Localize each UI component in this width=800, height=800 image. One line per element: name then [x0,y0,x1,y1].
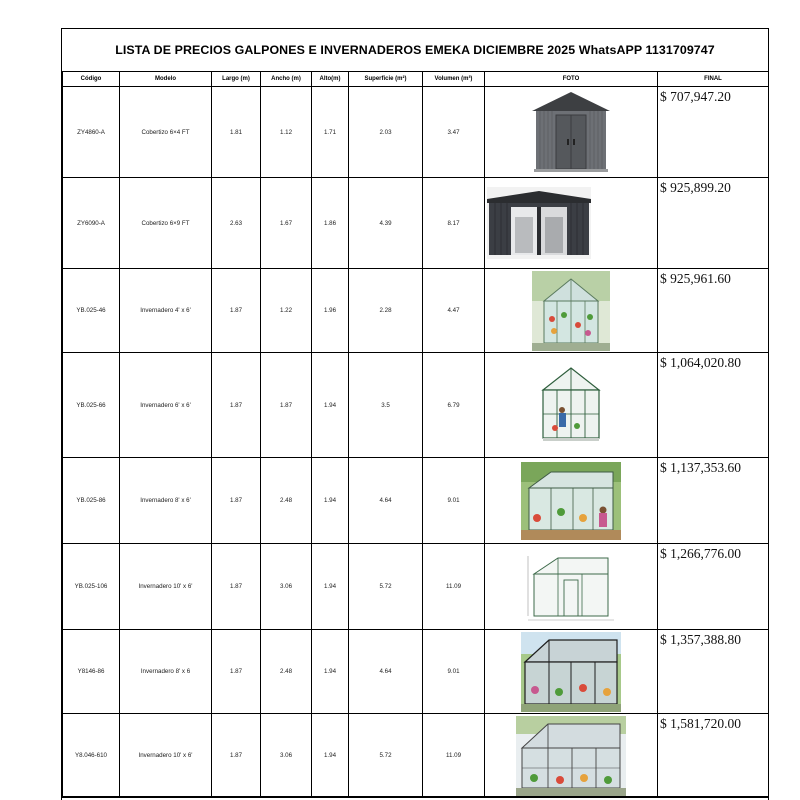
cell-largo: 2.63 [212,178,261,269]
large-greenhouse-photo [516,716,626,796]
cell-foto [485,630,658,714]
cell-modelo: Invernadero 6' x 6' [120,353,212,458]
table-row [63,87,769,178]
table-row [63,630,769,714]
cell-volumen: 9.01 [423,630,485,714]
cell-largo: 1.87 [212,714,261,798]
header-superficie: Superficie (m²) [349,72,423,87]
cell-codigo: YB.025-106 [63,544,120,630]
cell-alto: 1.86 [312,178,349,269]
cell-alto: 1.71 [312,87,349,178]
cell-codigo: Y8146-86 [63,630,120,714]
cell-superficie: 2.28 [349,269,423,353]
cell-modelo: Cobertizo 6×9 FT [120,178,212,269]
bottom-border [61,796,769,798]
cell-final-price: $ 707,947.20 [658,87,769,178]
cell-ancho: 1.12 [261,87,312,178]
cell-superficie: 4.39 [349,178,423,269]
header-alto: Alto(m) [312,72,349,87]
header-ancho: Ancho (m) [261,72,312,87]
table-header-row [63,72,769,87]
cell-ancho: 2.48 [261,458,312,544]
cell-superficie: 2.03 [349,87,423,178]
header-modelo: Modelo [120,72,212,87]
cell-modelo: Invernadero 8' x 6 [120,630,212,714]
cell-alto: 1.94 [312,353,349,458]
header-codigo: Código [63,72,120,87]
cell-superficie: 5.72 [349,544,423,630]
cell-foto [485,544,658,630]
cell-alto: 1.94 [312,630,349,714]
table-row [63,269,769,353]
cell-foto [485,353,658,458]
cell-modelo: Cobertizo 6×4 FT [120,87,212,178]
cell-largo: 1.87 [212,544,261,630]
cell-final-price: $ 925,961.60 [658,269,769,353]
cell-ancho: 2.48 [261,630,312,714]
cell-volumen: 11.09 [423,544,485,630]
greenhouse-8x6-photo [521,462,621,540]
cell-ancho: 3.06 [261,544,312,630]
table-row [63,544,769,630]
cell-codigo: ZY6090-A [63,178,120,269]
cell-largo: 1.87 [212,458,261,544]
cell-final-price: $ 925,899.20 [658,178,769,269]
cell-superficie: 5.72 [349,714,423,798]
cell-foto [485,178,658,269]
price-list-sheet [61,28,769,800]
cell-largo: 1.81 [212,87,261,178]
cell-largo: 1.87 [212,353,261,458]
cell-volumen: 9.01 [423,458,485,544]
dark-wide-shed-photo [487,187,591,259]
cell-codigo: ZY4860-A [63,87,120,178]
header-final: FINAL [658,72,769,87]
cell-modelo: Invernadero 4' x 6' [120,269,212,353]
cell-alto: 1.94 [312,458,349,544]
greenhouse-6x6-photo [531,364,611,446]
cell-ancho: 3.06 [261,714,312,798]
table-row [63,178,769,269]
cell-modelo: Invernadero 10' x 6' [120,714,212,798]
cell-largo: 1.87 [212,630,261,714]
cell-volumen: 3.47 [423,87,485,178]
cell-ancho: 1.67 [261,178,312,269]
cell-superficie: 3.5 [349,353,423,458]
cell-alto: 1.96 [312,269,349,353]
cell-largo: 1.87 [212,269,261,353]
table-row [63,458,769,544]
header-largo: Largo (m) [212,72,261,87]
cell-foto [485,269,658,353]
cell-final-price: $ 1,064,020.80 [658,353,769,458]
cell-ancho: 1.87 [261,353,312,458]
cell-final-price: $ 1,137,353.60 [658,458,769,544]
cell-codigo: Y8.046-610 [63,714,120,798]
cell-codigo: YB.025-86 [63,458,120,544]
cell-alto: 1.94 [312,544,349,630]
small-greenhouse-photo [532,271,610,351]
header-foto: FOTO [485,72,658,87]
page-title: LISTA DE PRECIOS GALPONES E INVERNADEROS EMEKA DICIEMBRE 2025 WhatsAPP 1131709747 [115,43,715,57]
cell-superficie: 4.64 [349,630,423,714]
black-frame-greenhouse-photo [521,632,621,712]
cell-alto: 1.94 [312,714,349,798]
cell-foto [485,458,658,544]
cell-codigo: YB.025-66 [63,353,120,458]
header-volumen: Volumen (m³) [423,72,485,87]
table-row [63,353,769,458]
cell-modelo: Invernadero 8' x 6' [120,458,212,544]
price-table [62,71,769,798]
cell-final-price: $ 1,266,776.00 [658,544,769,630]
cell-foto [485,87,658,178]
cell-ancho: 1.22 [261,269,312,353]
cell-volumen: 4.47 [423,269,485,353]
cell-volumen: 11.09 [423,714,485,798]
cell-modelo: Invernadero 10' x 6' [120,544,212,630]
gray-metal-shed-photo [526,89,616,175]
greenhouse-10x6-drawing [524,548,618,626]
cell-final-price: $ 1,357,388.80 [658,630,769,714]
cell-volumen: 6.79 [423,353,485,458]
cell-foto [485,714,658,798]
cell-final-price: $ 1,581,720.00 [658,714,769,798]
cell-codigo: YB.025-46 [63,269,120,353]
cell-volumen: 8.17 [423,178,485,269]
table-row [63,714,769,798]
cell-superficie: 4.64 [349,458,423,544]
